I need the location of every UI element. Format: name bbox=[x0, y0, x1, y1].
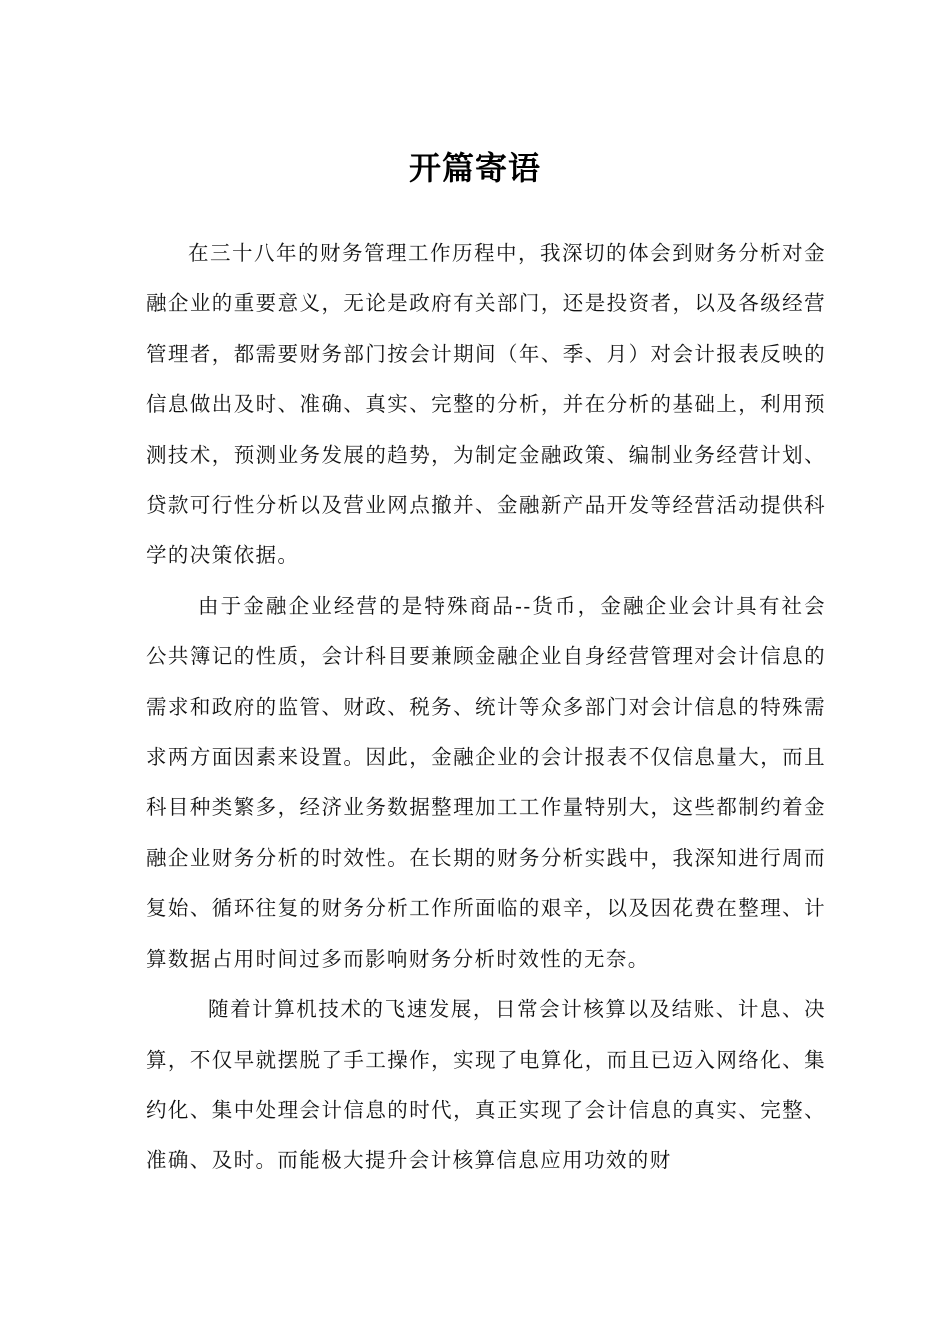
page-title: 开篇寄语 bbox=[408, 149, 541, 187]
paragraph-1: 在三十八年的财务管理工作历程中，我深切的体会到财务分析对金融企业的重要意义，无论是政府有关部门，还是投资者，以及各级经营管理者，都需要财务部门按会计期间（年、季、月）对会计报表反映的信息做出及时、准确、真实、完整的分析，并在分析的基础上，利用预测技术，预测业务发展的趋势，为制定金融政策、编制业务经营计划、贷款可行性分析以及营业网点撤并、金融新产品开发等经营活动提供科学的决策依据。 bbox=[146, 241, 826, 568]
document-body bbox=[146, 228, 826, 1186]
paragraph-3: 随着计算机技术的飞速发展，日常会计核算以及结账、计息、决算，不仅早就摆脱了手工操作，实现了电算化，而且已迈入网络化、集约化、集中处理会计信息的时代，真正实现了会计信息的真实、完整、准确、及时。而能极大提升会计核算信息应用功效的财 bbox=[146, 997, 826, 1173]
paragraph-2: 由于金融企业经营的是特殊商品--货币，金融企业会计具有社会公共簿记的性质，会计科目要兼顾金融企业自身经营管理对会计信息的需求和政府的监管、财政、税务、统计等众多部门对会计信息的特殊需求两方面因素来设置。因此，金融企业的会计报表不仅信息量大，而且科目种类繁多，经济业务数据整理加工工作量特别大，这些都制约着金融企业财务分析的时效性。在长期的财务分析实践中，我深知进行周而复始、循环往复的财务分析工作所面临的艰辛，以及因花费在整理、计算数据占用时间过多而影响财务分析时效性的无奈。 bbox=[146, 593, 826, 971]
